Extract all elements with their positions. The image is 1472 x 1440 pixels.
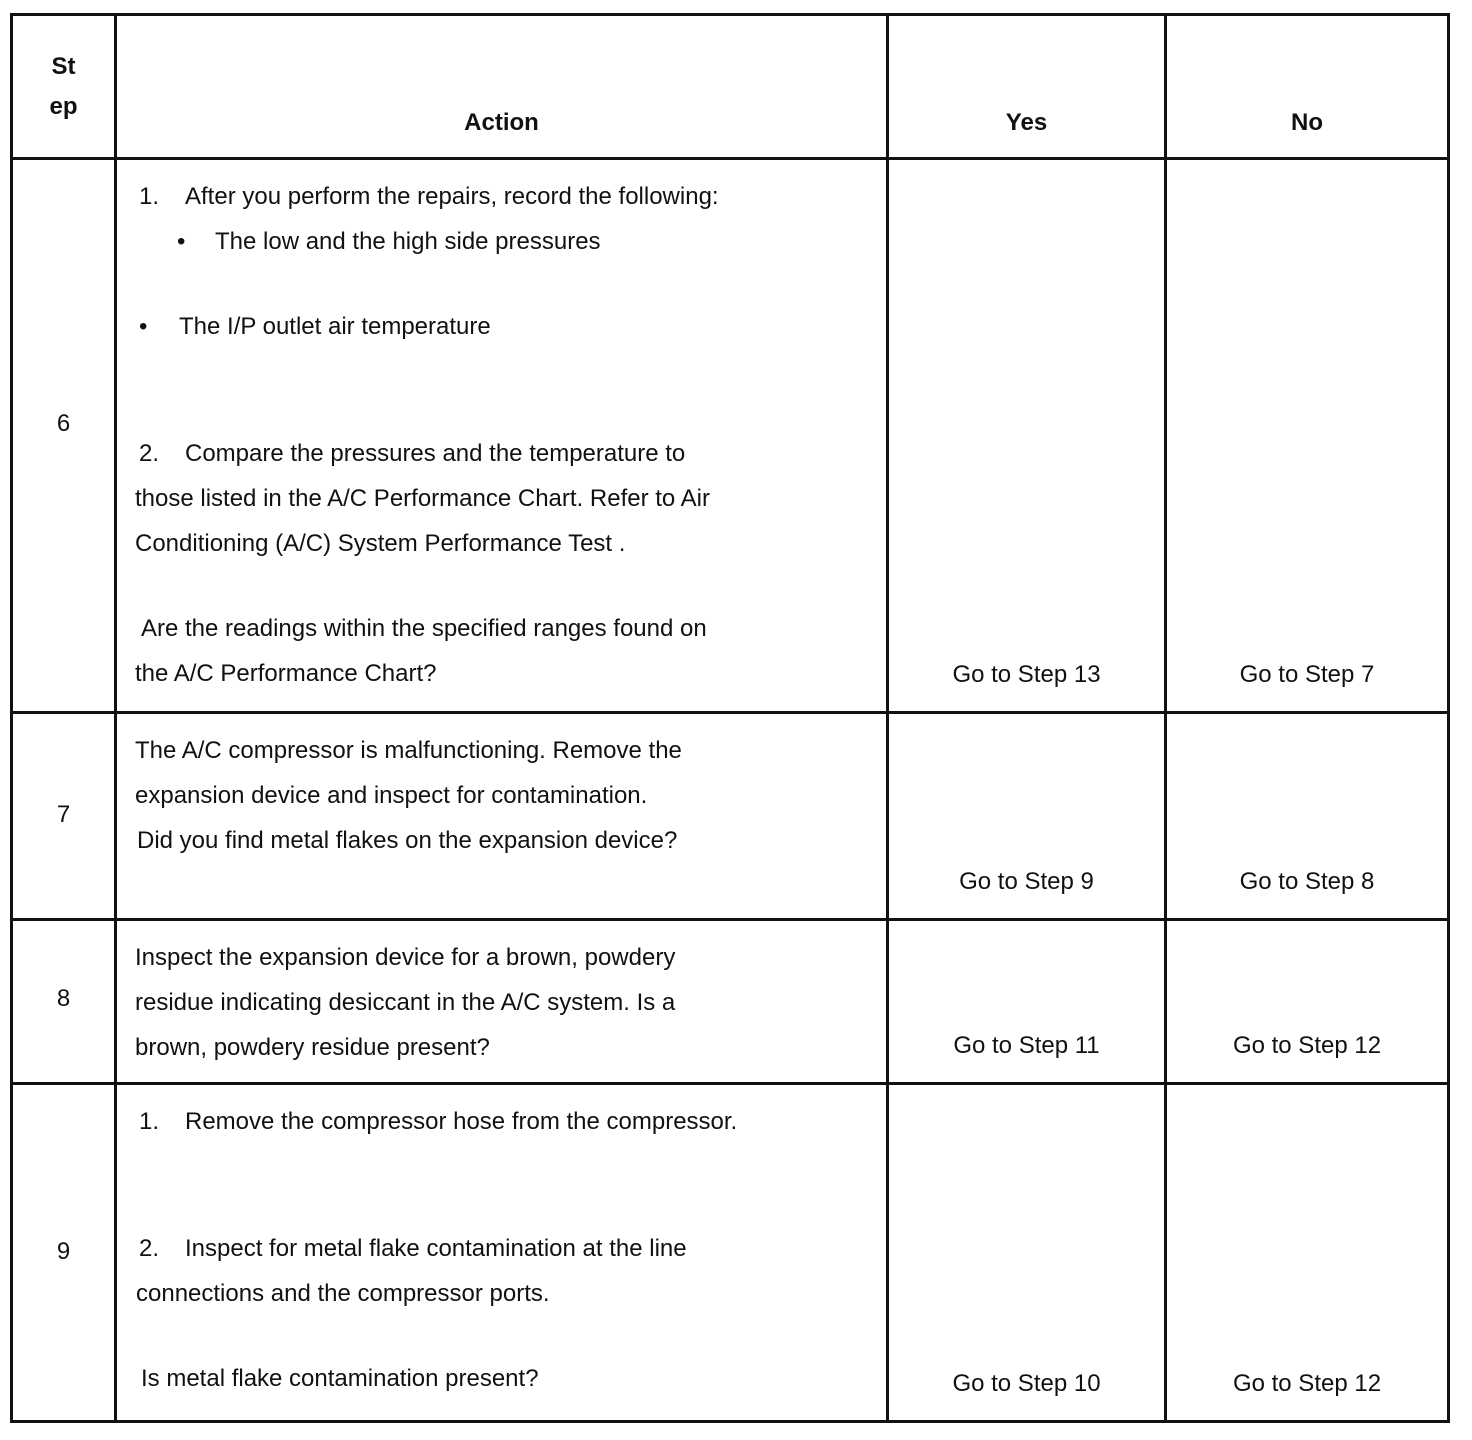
list-text: Conditioning (A/C) System Performance Test . [135, 530, 626, 557]
list-text: Compare the pressures and the temperature to [185, 440, 686, 467]
list-number: 2. [139, 1235, 160, 1262]
step-number: 9 [12, 1084, 116, 1422]
list-text: Remove the compressor hose from the compressor. [185, 1108, 738, 1135]
action-cell [116, 1084, 888, 1422]
yes-cell: Go to Step 9 [888, 713, 1166, 920]
list-text: those listed in the A/C Performance Chart. Refer to Air [135, 485, 710, 512]
yes-cell: Go to Step 11 [888, 920, 1166, 1084]
action-text: Inspect the expansion device for a brown, powdery [135, 944, 676, 971]
table-row-step-6 [12, 159, 1449, 713]
list-item [135, 174, 876, 219]
step-number: 8 [12, 920, 116, 1084]
list-item [135, 1099, 876, 1144]
header-no: No [1166, 15, 1449, 159]
action-cell [116, 713, 888, 920]
header-step-line2: ep [49, 92, 78, 120]
question-text: Is metal flake contamination present? [141, 1365, 539, 1392]
step-number: 6 [12, 159, 116, 713]
yes-cell: Go to Step 10 [888, 1084, 1166, 1422]
no-cell: Go to Step 12 [1166, 1084, 1449, 1422]
list-text: After you perform the repairs, record the following: [185, 183, 719, 210]
step-number: 7 [12, 713, 116, 920]
bullet-text: The I/P outlet air temperature [179, 313, 491, 340]
question-text: the A/C Performance Chart? [135, 660, 437, 687]
table-row-step-7 [12, 713, 1449, 920]
question-text: Are the readings within the specified ranges found on [141, 615, 707, 642]
header-row [12, 15, 1449, 159]
bullet-item [135, 219, 876, 264]
table-row-step-8 [12, 920, 1449, 1084]
header-action: Action [116, 15, 888, 159]
action-text: expansion device and inspect for contamination. [135, 782, 648, 809]
list-text: connections and the compressor ports. [136, 1280, 550, 1307]
header-step [12, 15, 116, 159]
action-cell [116, 920, 888, 1084]
bullet-item [135, 304, 876, 349]
header-step-line1: St [51, 52, 76, 80]
action-cell [116, 159, 888, 713]
list-number: 1. [139, 1108, 160, 1135]
bullet-icon: • [177, 228, 186, 255]
list-item [135, 1226, 876, 1271]
question-text: Did you find metal flakes on the expansion device? [137, 827, 678, 854]
header-yes: Yes [888, 15, 1166, 159]
list-number: 1. [139, 183, 160, 210]
question-text: brown, powdery residue present? [135, 1034, 490, 1061]
table-row-step-9 [12, 1084, 1449, 1422]
bullet-icon: • [139, 313, 148, 340]
no-cell: Go to Step 7 [1166, 159, 1449, 713]
action-text: The A/C compressor is malfunctioning. Remove the [135, 737, 682, 764]
no-cell: Go to Step 12 [1166, 920, 1449, 1084]
action-text: residue indicating desiccant in the A/C system. Is a [135, 989, 676, 1016]
bullet-text: The low and the high side pressures [215, 228, 601, 255]
yes-cell: Go to Step 13 [888, 159, 1166, 713]
list-item [135, 431, 876, 476]
diagnostic-table [10, 13, 1450, 1423]
list-number: 2. [139, 440, 160, 467]
no-cell: Go to Step 8 [1166, 713, 1449, 920]
list-text: Inspect for metal flake contamination at the line [185, 1235, 687, 1262]
